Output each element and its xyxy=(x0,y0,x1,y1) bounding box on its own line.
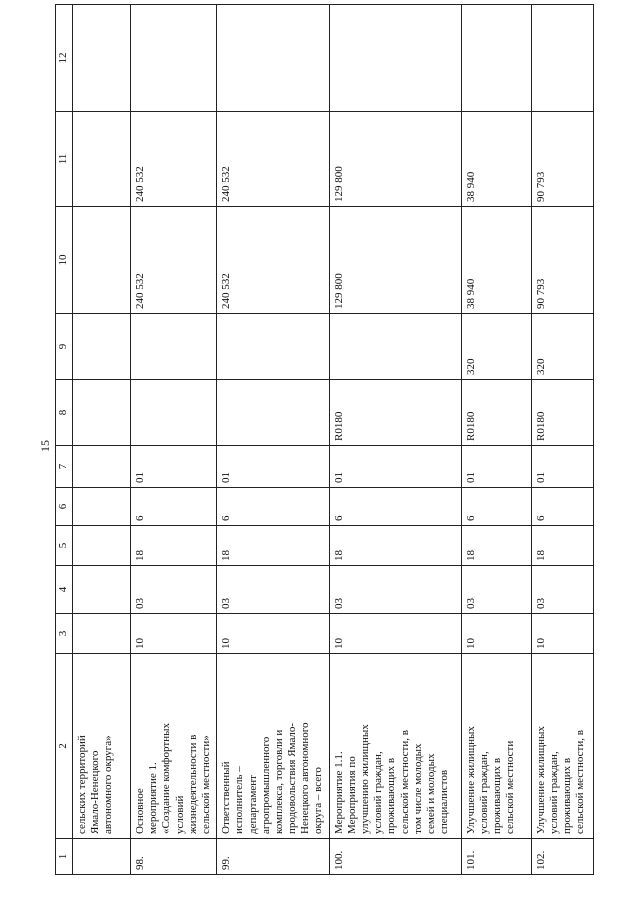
value-cell xyxy=(217,380,330,446)
value-cell: 6 xyxy=(329,488,461,526)
value-cell xyxy=(531,5,593,112)
table-row xyxy=(73,5,131,875)
row-number-cell: 99. xyxy=(217,839,330,875)
value-cell: 129 800 xyxy=(329,112,461,207)
table-row xyxy=(461,5,531,875)
value-cell xyxy=(329,314,461,380)
header-cell: 10 xyxy=(56,207,73,314)
value-cell: 6 xyxy=(131,488,217,526)
value-cell: 18 xyxy=(217,526,330,566)
row-number-cell: 100. xyxy=(329,839,461,875)
page-number: 15 xyxy=(38,440,52,452)
table-row xyxy=(131,5,217,875)
value-cell xyxy=(461,5,531,112)
value-cell: 320 xyxy=(531,314,593,380)
value-cell xyxy=(329,5,461,112)
value-cell: 129 800 xyxy=(329,207,461,314)
row-name-cell: Улучшение жилищных условий граждан, проживающих в сельской местности xyxy=(461,654,531,839)
value-cell: 03 xyxy=(329,566,461,614)
value-cell: 01 xyxy=(329,446,461,488)
value-cell: 18 xyxy=(461,526,531,566)
header-row xyxy=(56,5,73,875)
header-cell: 6 xyxy=(56,488,73,526)
value-cell: 03 xyxy=(461,566,531,614)
header-cell: 2 xyxy=(56,654,73,839)
value-cell: 240 532 xyxy=(131,112,217,207)
value-cell xyxy=(73,488,131,526)
table-row xyxy=(217,5,330,875)
value-cell: 38 940 xyxy=(461,207,531,314)
value-cell: 18 xyxy=(329,526,461,566)
value-cell xyxy=(73,112,131,207)
value-cell xyxy=(131,380,217,446)
value-cell xyxy=(217,5,330,112)
value-cell: 6 xyxy=(461,488,531,526)
value-cell: 10 xyxy=(531,614,593,654)
value-cell: R0180 xyxy=(329,380,461,446)
header-cell: 3 xyxy=(56,614,73,654)
value-cell: R0180 xyxy=(461,380,531,446)
value-cell: 90 793 xyxy=(531,207,593,314)
value-cell: 03 xyxy=(531,566,593,614)
row-number-cell: 101. xyxy=(461,839,531,875)
value-cell xyxy=(73,446,131,488)
value-cell: 01 xyxy=(461,446,531,488)
value-cell: 240 532 xyxy=(131,207,217,314)
value-cell: 10 xyxy=(329,614,461,654)
row-number-cell: 102. xyxy=(531,839,593,875)
value-cell: 03 xyxy=(217,566,330,614)
header-cell: 9 xyxy=(56,314,73,380)
row-name-cell: Мероприятие 1.1. Мероприятия по улучшению жилищных условий граждан, проживающих в сельской местности, в том числе молодых семей и молодых специалистов xyxy=(329,654,461,839)
table-row xyxy=(531,5,593,875)
row-name-cell: Улучшение жилищных условий граждан, проживающих в сельской местности, в xyxy=(531,654,593,839)
value-cell: 01 xyxy=(531,446,593,488)
header-cell: 12 xyxy=(56,5,73,112)
value-cell xyxy=(73,526,131,566)
value-cell xyxy=(73,207,131,314)
value-cell: 01 xyxy=(217,446,330,488)
value-cell: 38 940 xyxy=(461,112,531,207)
row-number-cell xyxy=(73,839,131,875)
row-number-cell: 98. xyxy=(131,839,217,875)
value-cell: 01 xyxy=(131,446,217,488)
value-cell xyxy=(131,5,217,112)
value-cell xyxy=(73,380,131,446)
value-cell: 240 532 xyxy=(217,207,330,314)
value-cell xyxy=(73,5,131,112)
header-cell: 7 xyxy=(56,446,73,488)
value-cell: 10 xyxy=(131,614,217,654)
value-cell: R0180 xyxy=(531,380,593,446)
value-cell: 10 xyxy=(461,614,531,654)
rotated-table-wrapper xyxy=(55,5,585,875)
header-cell: 8 xyxy=(56,380,73,446)
value-cell: 320 xyxy=(461,314,531,380)
value-cell: 18 xyxy=(531,526,593,566)
value-cell xyxy=(131,314,217,380)
value-cell: 03 xyxy=(131,566,217,614)
table-row xyxy=(329,5,461,875)
value-cell xyxy=(73,566,131,614)
header-cell: 5 xyxy=(56,526,73,566)
header-cell: 1 xyxy=(56,839,73,875)
value-cell: 240 532 xyxy=(217,112,330,207)
row-name-cell: Основное мероприятие 1. «Создание комфортных условий жизнедеятельности в сельской местности» xyxy=(131,654,217,839)
row-name-cell: сельских территорий Ямало-Ненецкого автономного округа» xyxy=(73,654,131,839)
value-cell xyxy=(73,614,131,654)
value-cell: 18 xyxy=(131,526,217,566)
row-name-cell: Ответственный исполнитель – департамент агропромышленного комплекса, торговли и продовольствия Ямало- Ненецкого автономного округа – всего xyxy=(217,654,330,839)
value-cell xyxy=(217,314,330,380)
value-cell: 10 xyxy=(217,614,330,654)
value-cell: 6 xyxy=(217,488,330,526)
value-cell xyxy=(73,314,131,380)
value-cell: 6 xyxy=(531,488,593,526)
budget-table xyxy=(55,4,594,875)
value-cell: 90 793 xyxy=(531,112,593,207)
header-cell: 11 xyxy=(56,112,73,207)
header-cell: 4 xyxy=(56,566,73,614)
